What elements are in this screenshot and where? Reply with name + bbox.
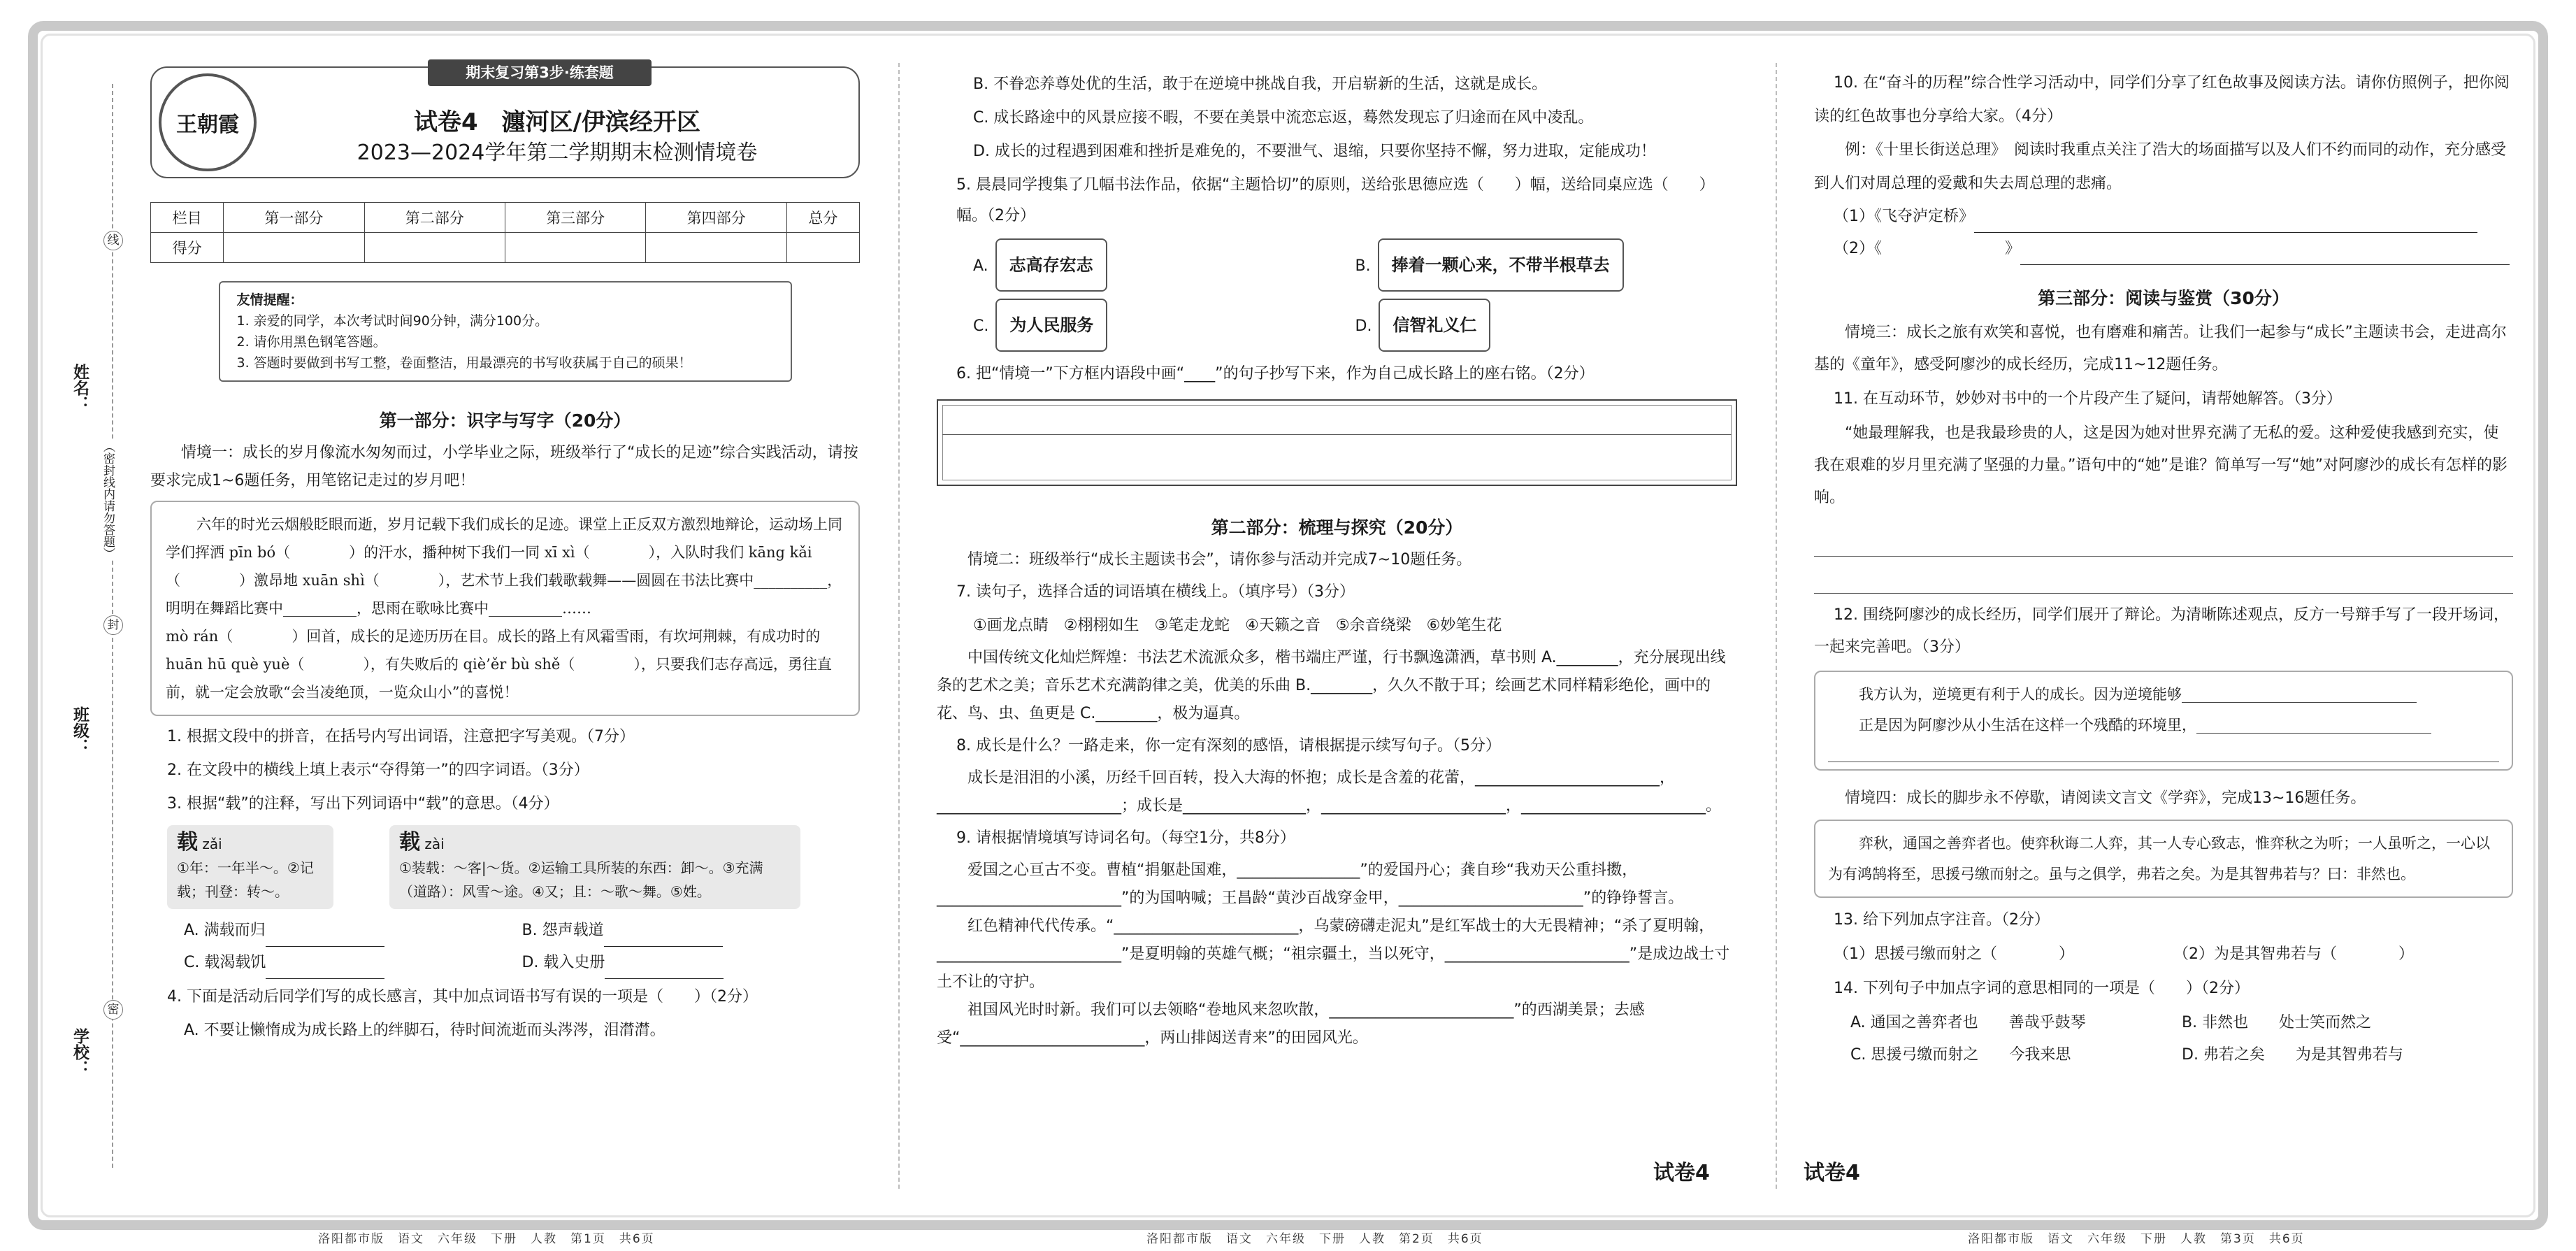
q4-option-b: B. 不眷恋养尊处优的生活，敢于在逆境中挑战自我，开启崭新的生活，这就是成长。 [973, 76, 1548, 93]
passage-para-1: 六年的时光云烟般眨眼而逝，岁月记载下我们成长的足迹。课堂上正反双方激烈地辩论，运动场上同学们挥洒 pīn bó（ ）的汗水，播种树下我们一同 xī xì（ ），入队时我们 kāng kǎi（ ）激昂地 xuān shì（ ），艺术节上我们载歌载舞——圆圆在书法比赛中__________，明明在舞蹈比赛中__________，思雨在歌咏比赛中__________…… [166, 516, 842, 617]
score-col-0: 栏目 [151, 203, 224, 233]
calligraphy-b: 捧着一颗心来，不带半根草去 [1378, 238, 1624, 292]
answer-blank[interactable] [1828, 741, 2499, 762]
q12-answer-box [1814, 671, 2513, 771]
section-3-title: 第三部分：阅读与鉴赏（30分） [2038, 288, 2289, 308]
tip-item: 2. 请你用黑色钢笔答题。 [236, 334, 387, 350]
q7-text: 中国传统文化灿烂辉煌：书法艺术流派众多，楷书端庄严谨，行书飘逸潇洒，草书则 A.________，充分展现出线条的艺术之美；音乐艺术充满韵律之美，优美的乐曲 B.________，久久不散于耳；绘画艺术同样精彩绝伦，画中的花、鸟、虫、鱼更是 C.________，极为逼真。 [937, 649, 1726, 722]
calligraphy-d: 信智礼义仁 [1379, 299, 1490, 352]
q3-option-d: D. 载入史册 [521, 954, 605, 971]
question-7: 7. 读句子，选择合适的词语填在横线上。（填序号）（3分） [956, 583, 1355, 601]
q14-options-row-1 [1850, 1007, 2513, 1039]
seal-note: （密封线内请勿答题） [99, 441, 117, 559]
zai-char: 载 [399, 830, 420, 855]
answer-blank[interactable] [266, 928, 384, 947]
question-13: 13. 给下列加点字注音。（2分） [1834, 911, 2050, 929]
q12-line-1[interactable]: 我方认为，逆境更有利于人的成长。因为逆境能够________________________________ [1859, 686, 2417, 703]
score-row-label: 得分 [151, 233, 224, 263]
question-2: 2. 在文段中的横线上填上表示“夺得第一”的四字词语。（3分） [167, 762, 589, 779]
q9-para-3: 祖国风光时时新。我们可以去领略“卷地风来忽吹散，________________________”的西湖美景；去感受“________________________，两山排闼送青来”的田园风光。 [937, 1001, 1645, 1047]
q11-answer-lines[interactable] [1814, 520, 2513, 594]
school-label: 学校： [71, 1028, 89, 1076]
zai-meaning: ①装载：～客|～货。②运输工具所装的东西：卸～。③充满（道路）：风雪～途。④又；且：～歌～舞。⑤姓。 [399, 859, 763, 900]
q3-option-a: A. 满载而归 [184, 922, 266, 939]
score-col-3: 第三部分 [505, 203, 645, 233]
zai-char: 载 [177, 830, 198, 855]
question-14: 14. 下列句子中加点字词的意思相同的一项是（ ）（2分） [1834, 980, 2250, 997]
q14-option-a: A. 通国之善弈者也 善哉乎鼓琴 [1850, 1014, 2086, 1031]
score-cell[interactable] [364, 233, 505, 263]
answer-blank[interactable] [266, 960, 384, 979]
score-cell[interactable] [786, 233, 859, 263]
q7-word-options: ①画龙点睛 ②栩栩如生 ③笔走龙蛇 ④天籁之音 ⑤余音绕梁 ⑥妙笔生花 [973, 617, 1502, 634]
page-3-footer: 洛阳都市版 语文 六年级 下册 人教 第3页 共6页 [1968, 1232, 2305, 1246]
q6-answer-box[interactable] [937, 399, 1737, 486]
q8-text: 成长是泪泪的小溪，历经千回百转，投入大海的怀抱；成长是含羞的花蕾，________________________，________________________；成长是________________，________________________，________________________。 [937, 769, 1722, 815]
score-col-1: 第一部分 [224, 203, 364, 233]
calligraphy-a: 志高存宏志 [995, 238, 1107, 292]
question-8: 8. 成长是什么？一路走来，你一定有深刻的感悟，请根据提示续写句子。（5分） [956, 737, 1501, 755]
question-3: 3. 根据“载”的注释，写出下列词语中“载”的意思。（4分） [167, 795, 559, 813]
paper-number-left: 试卷4 [1804, 1161, 1860, 1185]
q10-example: 例：《十里长街送总理》 阅读时我重点关注了浩大的场面描写以及人们不约而同的动作，充分感受到人们对周总理的爱戴和失去周总理的悲痛。 [1814, 141, 2507, 192]
page-3 [1814, 66, 2513, 1246]
q4-option-c: C. 成长路途中的风景应接不暇，不要在美景中流恋忘返，蓦然发现忘了归途而在风中凌乱。 [973, 109, 1594, 127]
page-2-footer: 洛阳都市版 语文 六年级 下册 人教 第2页 共6页 [1146, 1232, 1483, 1246]
q14-option-c: C. 思援弓缴而射之 今我来思 [1850, 1046, 2071, 1064]
class-label: 班级： [71, 706, 89, 755]
page-divider-1 [898, 63, 900, 1189]
q3-options-row-1 [184, 915, 860, 947]
passage-box [150, 501, 860, 716]
q4-option-d: D. 成长的过程遇到困难和挫折是难免的，不要泄气、退缩，只要你坚持不懈，努力进取，定能成功！ [973, 143, 1656, 160]
q5-option-b-label: B. [1355, 257, 1371, 275]
section-1-title: 第一部分：识字与写字（20分） [379, 410, 631, 431]
exam-header [150, 66, 860, 178]
score-col-4: 第四部分 [646, 203, 786, 233]
review-ribbon: 期末复习第3步·练套题 [428, 59, 652, 86]
question-4: 4. 下面是活动后同学们写的成长感言，其中加点词语书写有误的一项是（ ）（2分） [167, 988, 758, 1006]
question-5: 5. 晨晨同学搜集了几幅书法作品，依据“主题恰切”的原则，送给张思德应选（ ）幅，送给同桌应选（ ）幅。（2分） [956, 176, 1715, 224]
exam-subtitle: 2023—2024学年第二学期期末检测情境卷 [357, 141, 758, 165]
q10-item-2: （2）《 》 [1834, 240, 2020, 257]
score-cell[interactable] [505, 233, 645, 263]
scene-4: 情境四：成长的脚步永不停歇，请阅读文言文《学弈》，完成13~16题任务。 [1845, 789, 2366, 807]
q11-quote: “她最理解我，也是我最珍贵的人，这是因为她对世界充满了无私的爱。这种爱使我感到充实，使我在艰难的岁月里充满了坚强的力量。”语句中的“她”是谁？简单写一写“她”对阿廖沙的成长有怎样的影响。 [1814, 424, 2507, 506]
answer-blank[interactable] [604, 928, 723, 947]
q14-option-b: B. 非然也 处士笑而然之 [2182, 1014, 2372, 1031]
q3-option-c: C. 载渴载饥 [184, 954, 266, 971]
paper-number-right: 试卷4 [1653, 1161, 1710, 1185]
q5-options-row-1 [973, 238, 1737, 292]
page-1 [150, 64, 860, 1246]
tip-item: 1. 亲爱的同学，本次考试时间90分钟，满分100分。 [236, 313, 549, 329]
calligraphy-c: 为人民服务 [995, 299, 1107, 352]
question-11: 11. 在互动环节，妙妙对书中的一个片段产生了疑问，请帮她解答。（3分） [1834, 390, 2342, 408]
q5-option-d-label: D. [1355, 317, 1372, 335]
question-12: 12. 围绕阿廖沙的成长经历，同学们展开了辩论。为清晰陈述观点，反方一号辩手写了一段开场词，一起来完善吧。（3分） [1814, 606, 2509, 656]
name-label: 姓名： [71, 364, 89, 412]
q13-item-2: （2）为是其智弗若与（ ） [2173, 945, 2414, 963]
answer-blank[interactable] [2020, 246, 2510, 265]
xueyi-passage [1814, 820, 2513, 898]
zai-pinyin: zài [424, 836, 445, 852]
q10-answer-1 [1834, 201, 2513, 233]
zai-definition-1 [167, 825, 333, 909]
answer-blank[interactable] [1974, 214, 2477, 233]
question-9: 9. 请根据情境填写诗词名句。（每空1分，共8分） [956, 829, 1295, 847]
q10-item-1: （1）《飞夺泸定桥》 [1834, 208, 1974, 225]
q12-line-2[interactable]: 正是因为阿廖沙从小生活在这样一个残酷的环境里，________________________________ [1859, 717, 2431, 734]
score-cell[interactable] [646, 233, 786, 263]
question-6: 6. 把“情境一”下方框内语段中画“____”的句子抄写下来，作为自己成长路上的座右铭。（2分） [956, 365, 1595, 383]
q3-options-row-2 [184, 947, 860, 979]
q4-option-a: A. 不要让懒惰成为成长路上的绊脚石，待时间流逝而头涔涔，泪潸潸。 [184, 1022, 665, 1039]
q14-option-d: D. 弗若之矣 为是其智弗若与 [2182, 1046, 2403, 1064]
brand-logo: 王朝霞 [159, 73, 257, 171]
zai-pinyin: zǎi [202, 836, 222, 852]
tips-title: 友情提醒： [236, 292, 303, 308]
scene-1: 情境一：成长的岁月像流水匆匆而过，小学毕业之际，班级举行了“成长的足迹”综合实践活动，请按要求完成1~6题任务，用笔铭记走过的岁月吧！ [150, 444, 858, 489]
scene-3: 情境三：成长之旅有欢笑和喜悦，也有磨难和痛苦。让我们一起参与“成长”主题读书会，走进高尔基的《童年》，感受阿廖沙的成长经历，完成11~12题任务。 [1814, 324, 2507, 373]
passage-para-2: mò rán（ ）回首，成长的足迹历历在目。成长的路上有风霜雪雨，有坎坷荆棘，有成功时的 huān hū què yuè（ ），有失败后的 qiè’ěr bù shě（ ），只要我们志存高远，勇往直前，就一定会放歌“会当凌绝顶，一览众山小”的喜悦！ [166, 628, 832, 701]
zai-definitions [167, 825, 860, 909]
q14-options-row-2 [1850, 1039, 2513, 1071]
q5-option-c-label: C. [973, 317, 989, 335]
seal-word-3: 密 [103, 1000, 123, 1020]
q3-option-b: B. 怨声载道 [521, 922, 604, 939]
zai-meaning: ①年：一年半～。②记载；刊登：转～。 [177, 859, 314, 900]
q9-para-1: 爱国之心亘古不变。曹植“捐躯赴国难，________________”的爱国丹心；龚自珍“我劝天公重抖擞，________________________”的为国呐喊；王昌龄“黄沙百战穿金甲，________________________”的铮铮誓言。 [937, 862, 1684, 907]
q13-item-1: （1）思援弓缴而射之（ ） [1834, 945, 2074, 963]
seal-word-2: 封 [103, 615, 123, 635]
tip-item: 3. 答题时要做到书写工整，卷面整洁，用最漂亮的书写收获属于自己的硕果！ [236, 355, 692, 371]
score-col-2: 第二部分 [364, 203, 505, 233]
scene-2: 情境二：班级举行“成长主题读书会”，请你参与活动并完成7~10题任务。 [967, 551, 1472, 569]
q9-para-2: 红色精神代代传承。“________________________，乌蒙磅礴走泥丸”是红军战士的大无畏精神；“杀了夏明翰，________________________”是夏明翰的英雄气概；“祖宗疆土，当以死守，________________________”是成边战士寸土不让的守护。 [937, 917, 1730, 991]
question-10: 10. 在“奋斗的历程”综合性学习活动中，同学们分享了红色故事及阅读方法。请你仿照例子，把你阅读的红色故事也分享给大家。（4分） [1814, 74, 2510, 125]
q5-option-a-label: A. [973, 257, 988, 275]
page-1-footer: 洛阳都市版 语文 六年级 下册 人教 第1页 共6页 [318, 1232, 655, 1246]
tips-box [219, 281, 792, 382]
q13-items [1834, 938, 2513, 971]
page-2 [937, 66, 1737, 1246]
q10-answer-2 [1834, 233, 2513, 265]
score-cell[interactable] [224, 233, 364, 263]
section-2-title: 第二部分：梳理与探究（20分） [1211, 517, 1463, 538]
answer-blank[interactable] [605, 960, 724, 979]
score-table [150, 202, 860, 263]
score-col-5: 总分 [786, 203, 859, 233]
xueyi-text: 弈秋，通国之善弈者也。使弈秋诲二人弈，其一人专心致志，惟弈秋之为听；一人虽听之，一心以为有鸿鹄将至，思援弓缴而射之。虽与之俱学，弗若之矣。为是其智弗若与？曰：非然也。 [1828, 835, 2490, 882]
exam-title: 试卷4 瀍河区/伊滨经开区 [413, 108, 701, 136]
question-1: 1. 根据文段中的拼音，在括号内写出词语，注意把字写美观。（7分） [167, 728, 635, 745]
q5-options-row-2 [973, 299, 1737, 352]
page-divider-2 [1776, 63, 1777, 1189]
zai-definition-2 [389, 825, 800, 909]
seal-word-1: 线 [103, 231, 123, 250]
